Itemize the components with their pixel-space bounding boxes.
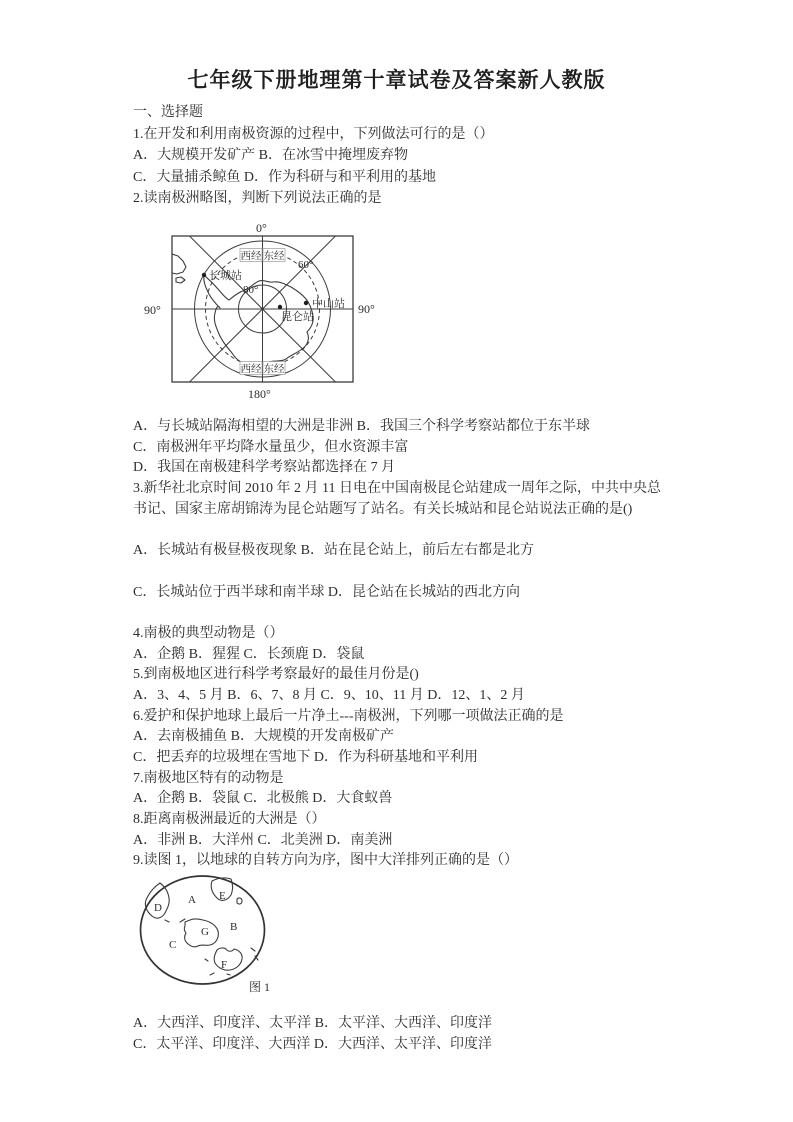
text-line: 7.南极地区特有的动物是 <box>133 770 284 786</box>
west-longitude-label-top: 西经 <box>240 251 262 262</box>
text-line <box>133 603 733 624</box>
text-line: C．大量捕杀鲸鱼 D．作为科研与和平利用的基地 <box>133 169 436 185</box>
text-line: 6.爱护和保护地球上最后一片净土---南极洲，下列哪一项做法正确的是 <box>133 708 564 724</box>
text-line: C．把丢弃的垃圾埋在雪地下 D．作为科研基地和平利用 <box>133 750 478 765</box>
text-line <box>133 562 733 583</box>
changcheng-station-dot <box>202 273 206 277</box>
changcheng-station-label: 长城站 <box>209 270 242 282</box>
globe-letter-b: B <box>230 921 238 933</box>
globe-letter-a: A <box>188 894 196 906</box>
text-line: 一、选择题 <box>133 105 203 120</box>
text-line: A．与长城站隔海相望的大洲是非洲 B．我国三个科学考察站都位于东半球 <box>133 419 590 434</box>
south-america-tip-coastline <box>172 254 186 274</box>
questions-block-bottom <box>133 1014 733 1055</box>
globe-figure <box>135 868 280 998</box>
text-line: D．我国在南极建科学考察站都选择在 7 月 <box>133 460 396 476</box>
zhongshan-station-dot <box>304 301 308 305</box>
page-title: 七年级下册地理第十章试卷及答案新人教版 <box>187 68 606 92</box>
australia-outline <box>214 948 242 970</box>
globe-svg <box>135 868 280 998</box>
text-line: A．非洲 B．大洋州 C．北美洲 D．南美洲 <box>133 832 393 848</box>
text-line: A．去南极捕鱼 B．大规模的开发南极矿产 <box>133 729 394 745</box>
text-line: 2.读南极洲略图，判断下列说法正确的是 <box>133 191 382 207</box>
text-line: A．大西洋、印度洋、太平洋 B．太平洋、大西洋、印度洋 <box>133 1016 492 1031</box>
text-line: 4.南极的典型动物是（） <box>133 625 284 641</box>
small-dash-mark <box>210 973 214 975</box>
questions-block-top <box>133 102 733 210</box>
madagascar-outline <box>237 898 242 904</box>
questions-block-middle <box>133 417 733 872</box>
latitude-80-label: 80° <box>243 284 259 296</box>
globe-letter-c: C <box>169 939 177 951</box>
island-mark-2 <box>227 974 230 975</box>
text-line: 5.到南极地区进行科学考察最好的最佳月份是() <box>133 667 419 683</box>
island-mark-1 <box>205 959 208 961</box>
text-line: A．长城站有极昼极夜现象 B．站在昆仑站上，前后左右都是北方 <box>133 543 534 559</box>
cape-horn-islets <box>165 920 169 922</box>
meridian-0-label: 0° <box>256 221 267 235</box>
kunlun-station-dot <box>278 305 282 309</box>
east-longitude-label-bottom: 东经 <box>263 364 285 375</box>
text-line: 8.距离南极洲最近的大洲是（） <box>133 812 326 828</box>
east-longitude-label-top: 东经 <box>263 251 285 262</box>
text-line: C．南极洲年平均降水量虽少，但水资源丰富 <box>133 439 409 455</box>
text-line: A．企鹅 B．猩猩 C．长颈鹿 D．袋鼠 <box>133 646 365 662</box>
meridian-180-label: 180° <box>248 387 271 401</box>
text-line: A．企鹅 B．袋鼠 C．北极熊 D．大食蚁兽 <box>133 791 393 807</box>
text-line: C．太平洋、印度洋、大西洋 D．大西洋、太平洋、印度洋 <box>133 1036 492 1052</box>
antarctica-map-figure <box>140 216 380 408</box>
text-line: 3.新华社北京时间 2010 年 2 月 11 日电在中国南极昆仑站建成一周年之际，中共中央总 <box>133 481 661 497</box>
globe-letter-d: D <box>154 902 162 914</box>
globe-letter-f: F <box>221 959 228 971</box>
text-line: 书记、国家主席胡锦涛为昆仑站题写了站名。有关长城站和昆仑站说法正确的是() <box>133 501 633 517</box>
figure-caption: 图 1 <box>249 980 271 994</box>
meridian-90w-label: 90° <box>144 303 161 317</box>
kunlun-station-label: 昆仑站 <box>281 311 314 323</box>
text-line: 9.读图 1，以地球的自转方向为序，图中大洋排列正确的是（） <box>133 853 518 869</box>
latitude-60-label: 60° <box>298 259 314 271</box>
text-line: A．3、4、5 月 B．6、7、8 月 C．9、10、11 月 D．12、1、2 月 <box>133 687 525 703</box>
west-longitude-label-bottom: 西经 <box>240 364 262 375</box>
zhongshan-station-label: 中山站 <box>312 298 345 310</box>
globe-letter-g: G <box>201 926 209 938</box>
text-line <box>133 520 733 541</box>
meridian-90e-label: 90° <box>358 302 375 316</box>
text-line: C．长城站位于西半球和南半球 D．昆仑站在长城站的西北方向 <box>133 584 520 600</box>
small-island <box>176 277 185 283</box>
text-line: 1.在开发和利用南极资源的过程中，下列做法可行的是（） <box>133 126 494 142</box>
text-line: A．大规模开发矿产 B．在冰雪中掩埋废弃物 <box>133 148 408 164</box>
antarctic-peninsula-mark <box>180 919 185 922</box>
globe-letter-e: E <box>219 890 226 902</box>
antarctica-map-svg <box>140 216 380 408</box>
